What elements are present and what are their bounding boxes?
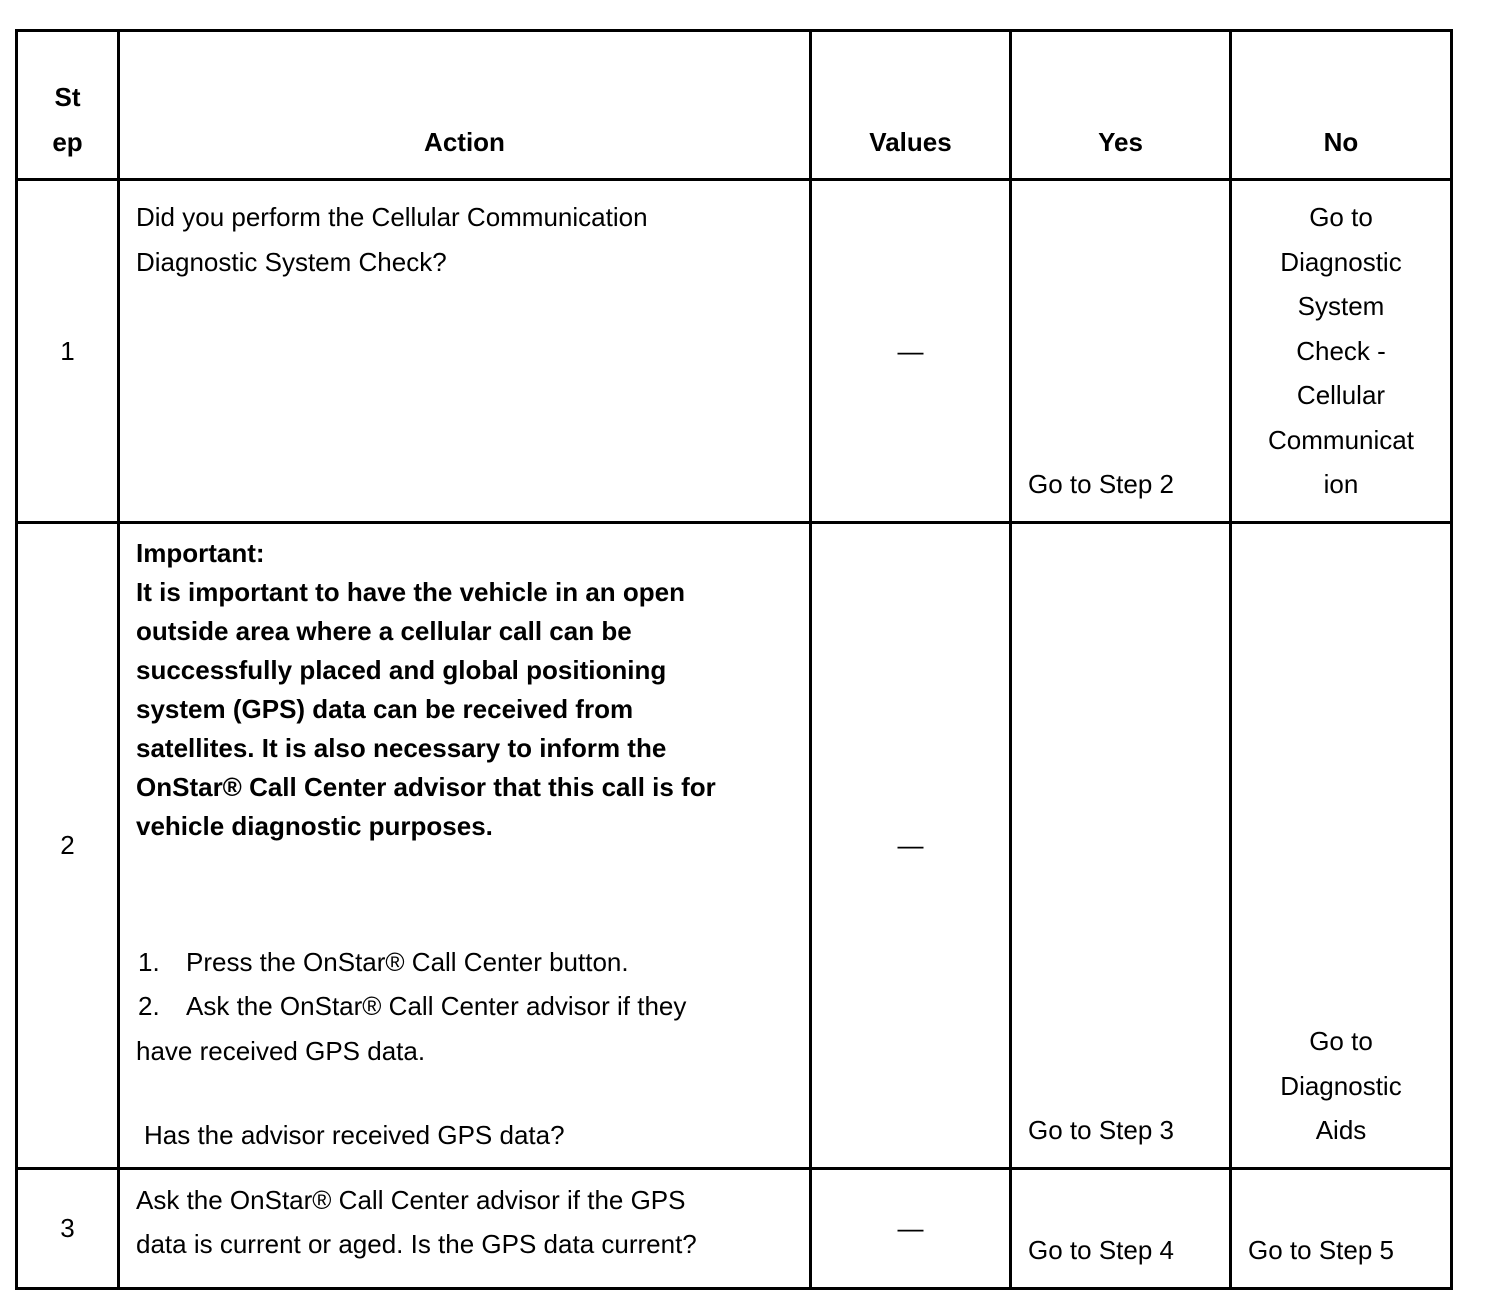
- list-number: 2.: [138, 991, 160, 1021]
- important-line: It is important to have the vehicle in an open: [136, 576, 685, 607]
- no-link[interactable]: [1231, 522, 1452, 1168]
- no-text-line: Aids: [1315, 1115, 1367, 1145]
- header-values: Values: [811, 31, 1011, 180]
- action-text-line: Diagnostic System Check?: [136, 246, 447, 277]
- important-line: OnStar® Call Center advisor that this call is for: [136, 771, 716, 802]
- values-cell: —: [811, 1168, 1011, 1288]
- list-item: [136, 984, 795, 1029]
- important-line: satellites. It is also necessary to inform the: [136, 732, 667, 763]
- table-row-step-2: [17, 522, 1452, 1168]
- header-row: [17, 31, 1452, 180]
- action-text-line: Ask the OnStar® Call Center advisor if the GPS: [136, 1184, 686, 1215]
- no-text-line: Check -: [1296, 335, 1386, 366]
- yes-link[interactable]: Go to Step 3: [1011, 522, 1231, 1168]
- no-text-line: Communicat: [1268, 424, 1414, 455]
- no-link[interactable]: Go to Step 5: [1231, 1168, 1452, 1288]
- no-text-line: System: [1297, 291, 1385, 321]
- important-note: [136, 534, 795, 846]
- no-text-line: ion: [1323, 469, 1359, 499]
- no-text-line: Diagnostic: [1280, 1070, 1402, 1101]
- action-text-line: Did you perform the Cellular Communication: [136, 202, 648, 232]
- action-text-line: data is current or aged. Is the GPS data current?: [136, 1229, 697, 1259]
- step-number: 1: [17, 180, 119, 523]
- no-text-line: Go to: [1309, 1026, 1373, 1056]
- step-number: 2: [17, 522, 119, 1168]
- action-cell: [119, 522, 811, 1168]
- important-label: Important:: [136, 537, 265, 568]
- values-cell: —: [811, 180, 1011, 523]
- important-line: vehicle diagnostic purposes.: [136, 810, 493, 841]
- action-cell: [119, 180, 811, 523]
- diagnostic-table: [15, 29, 1453, 1290]
- table-row-step-1: [17, 180, 1452, 523]
- action-cell: [119, 1168, 811, 1288]
- important-line: outside area where a cellular call can be: [136, 615, 632, 646]
- values-cell: —: [811, 522, 1011, 1168]
- list-item: [136, 940, 795, 985]
- header-step-line2: ep: [52, 126, 83, 157]
- important-line: system (GPS) data can be received from: [136, 693, 634, 724]
- yes-link[interactable]: Go to Step 4: [1011, 1168, 1231, 1288]
- no-text-line: Go to: [1309, 202, 1373, 232]
- step-number: 3: [17, 1168, 119, 1288]
- header-yes: Yes: [1011, 31, 1231, 180]
- no-link[interactable]: [1231, 180, 1452, 523]
- list-number: 1.: [138, 946, 160, 977]
- question-text: Has the advisor received GPS data?: [144, 1120, 565, 1150]
- list-text: Ask the OnStar® Call Center advisor if they: [186, 991, 687, 1021]
- no-text-line: Cellular: [1296, 380, 1386, 410]
- no-text-line: Diagnostic: [1280, 246, 1402, 277]
- yes-link[interactable]: Go to Step 2: [1011, 180, 1231, 523]
- header-step: [17, 31, 119, 180]
- table-row-step-3: [17, 1168, 1452, 1288]
- header-no: No: [1231, 31, 1452, 180]
- list-text: Press the OnStar® Call Center button.: [186, 946, 629, 977]
- list-continuation: have received GPS data.: [136, 1035, 426, 1066]
- important-line: successfully placed and global positioning: [136, 654, 667, 685]
- header-step-line1: St: [54, 82, 81, 112]
- header-action: Action: [119, 31, 811, 180]
